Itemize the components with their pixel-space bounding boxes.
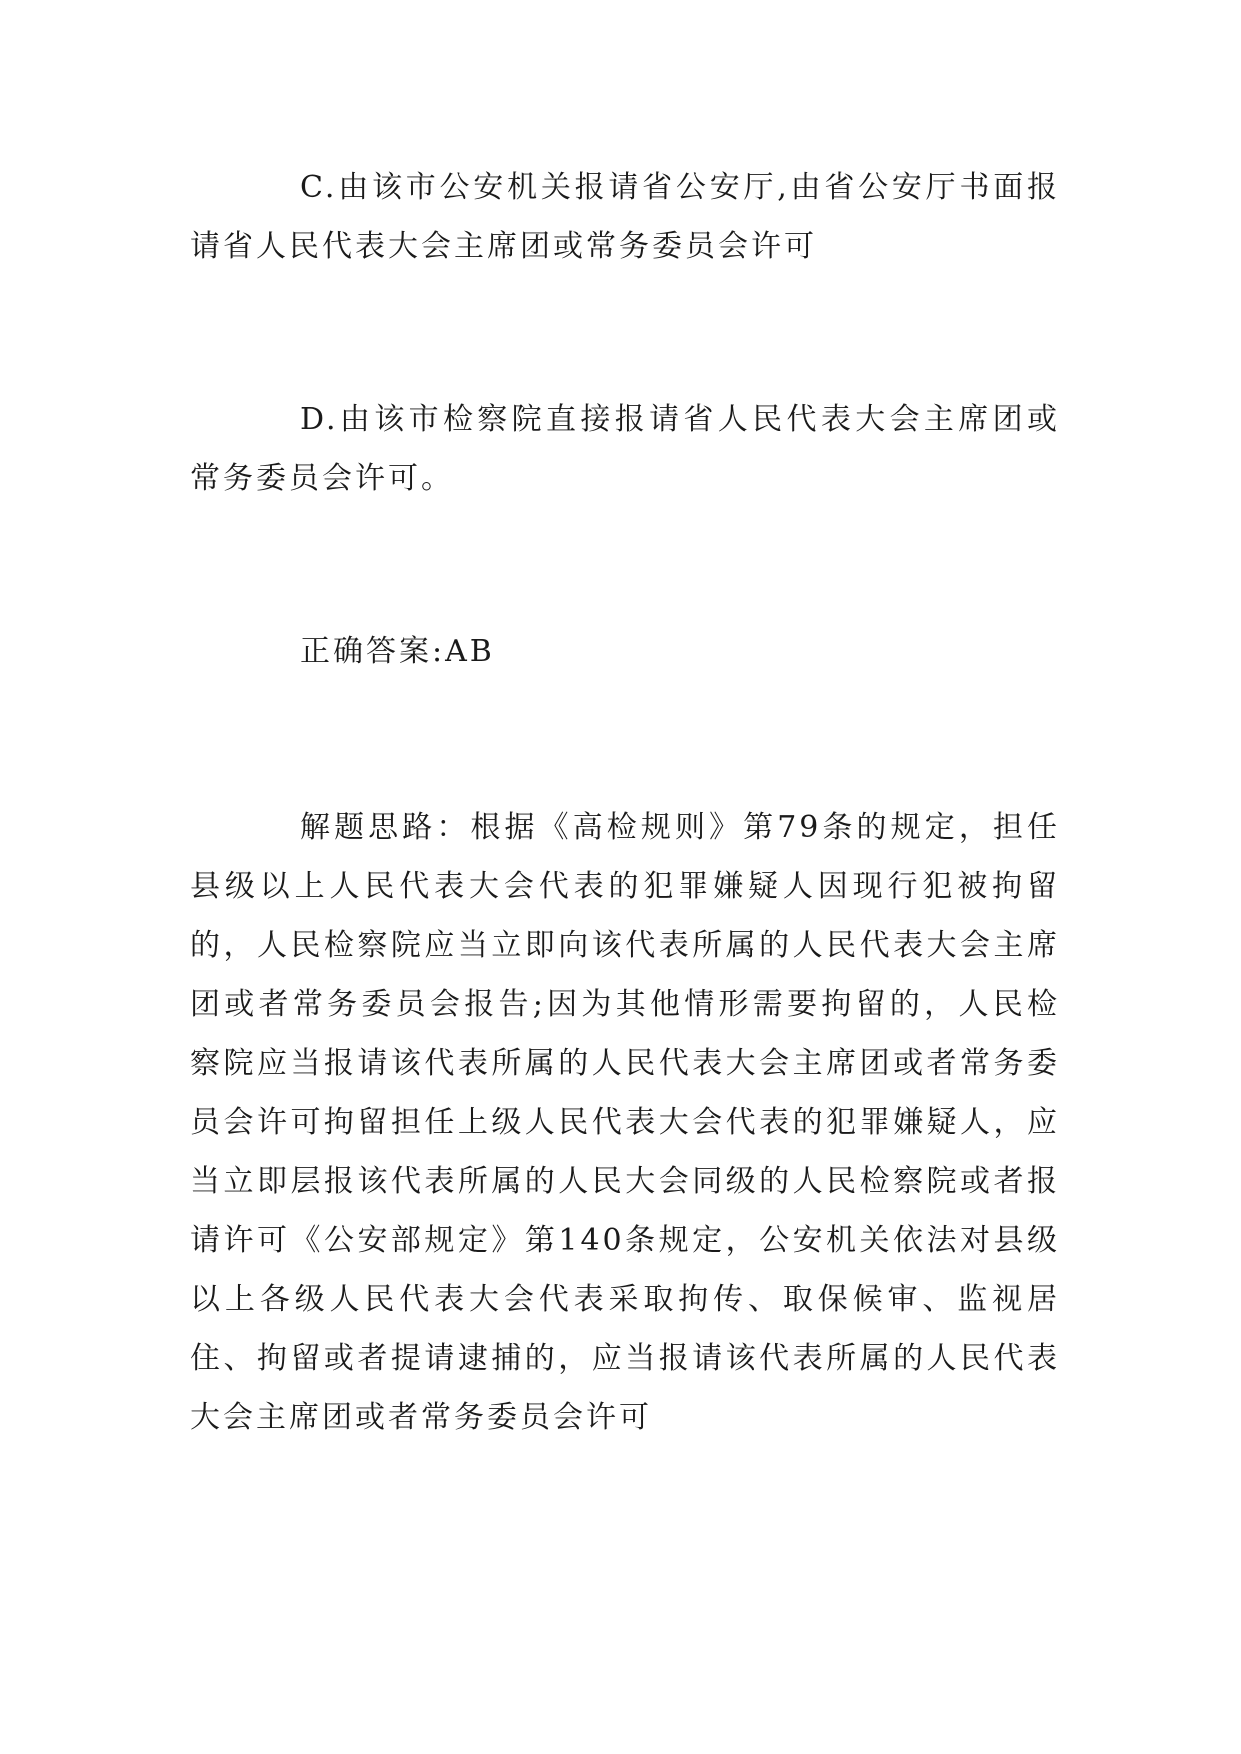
option-c-paragraph: C.由该市公安机关报请省公安厅,由省公安厅书面报请省人民代表大会主席团或常务委员会许可 bbox=[190, 170, 1060, 264]
explanation-paragraph: 解题思路：根据《高检规则》第79条的规定，担任县级以上人民代表大会代表的犯罪嫌疑人因现行犯被拘留的，人民检察院应当立即向该代表所属的人民代表大会主席团或者常务委员会报告;因为其他情形需要拘留的，人民检察院应当报请该代表所属的人民代表大会主席团或者常务委员会许可拘留担任上级人民代表大会代表的犯罪嫌疑人，应当立即层报该代表所属的人民大会同级的人民检察院或者报请许可《公安部规定》第140条规定，公安机关依法对县级以上各级人民代表大会代表采取拘传、取保候审、监视居住、拘留或者提请逮捕的，应当报请该代表所属的人民代表大会主席团或者常务委员会许可 bbox=[190, 810, 1060, 1435]
option-d-paragraph: D.由该市检察院直接报请省人民代表大会主席团或常务委员会许可。 bbox=[190, 402, 1060, 496]
correct-answer-paragraph: 正确答案:AB bbox=[300, 634, 495, 669]
